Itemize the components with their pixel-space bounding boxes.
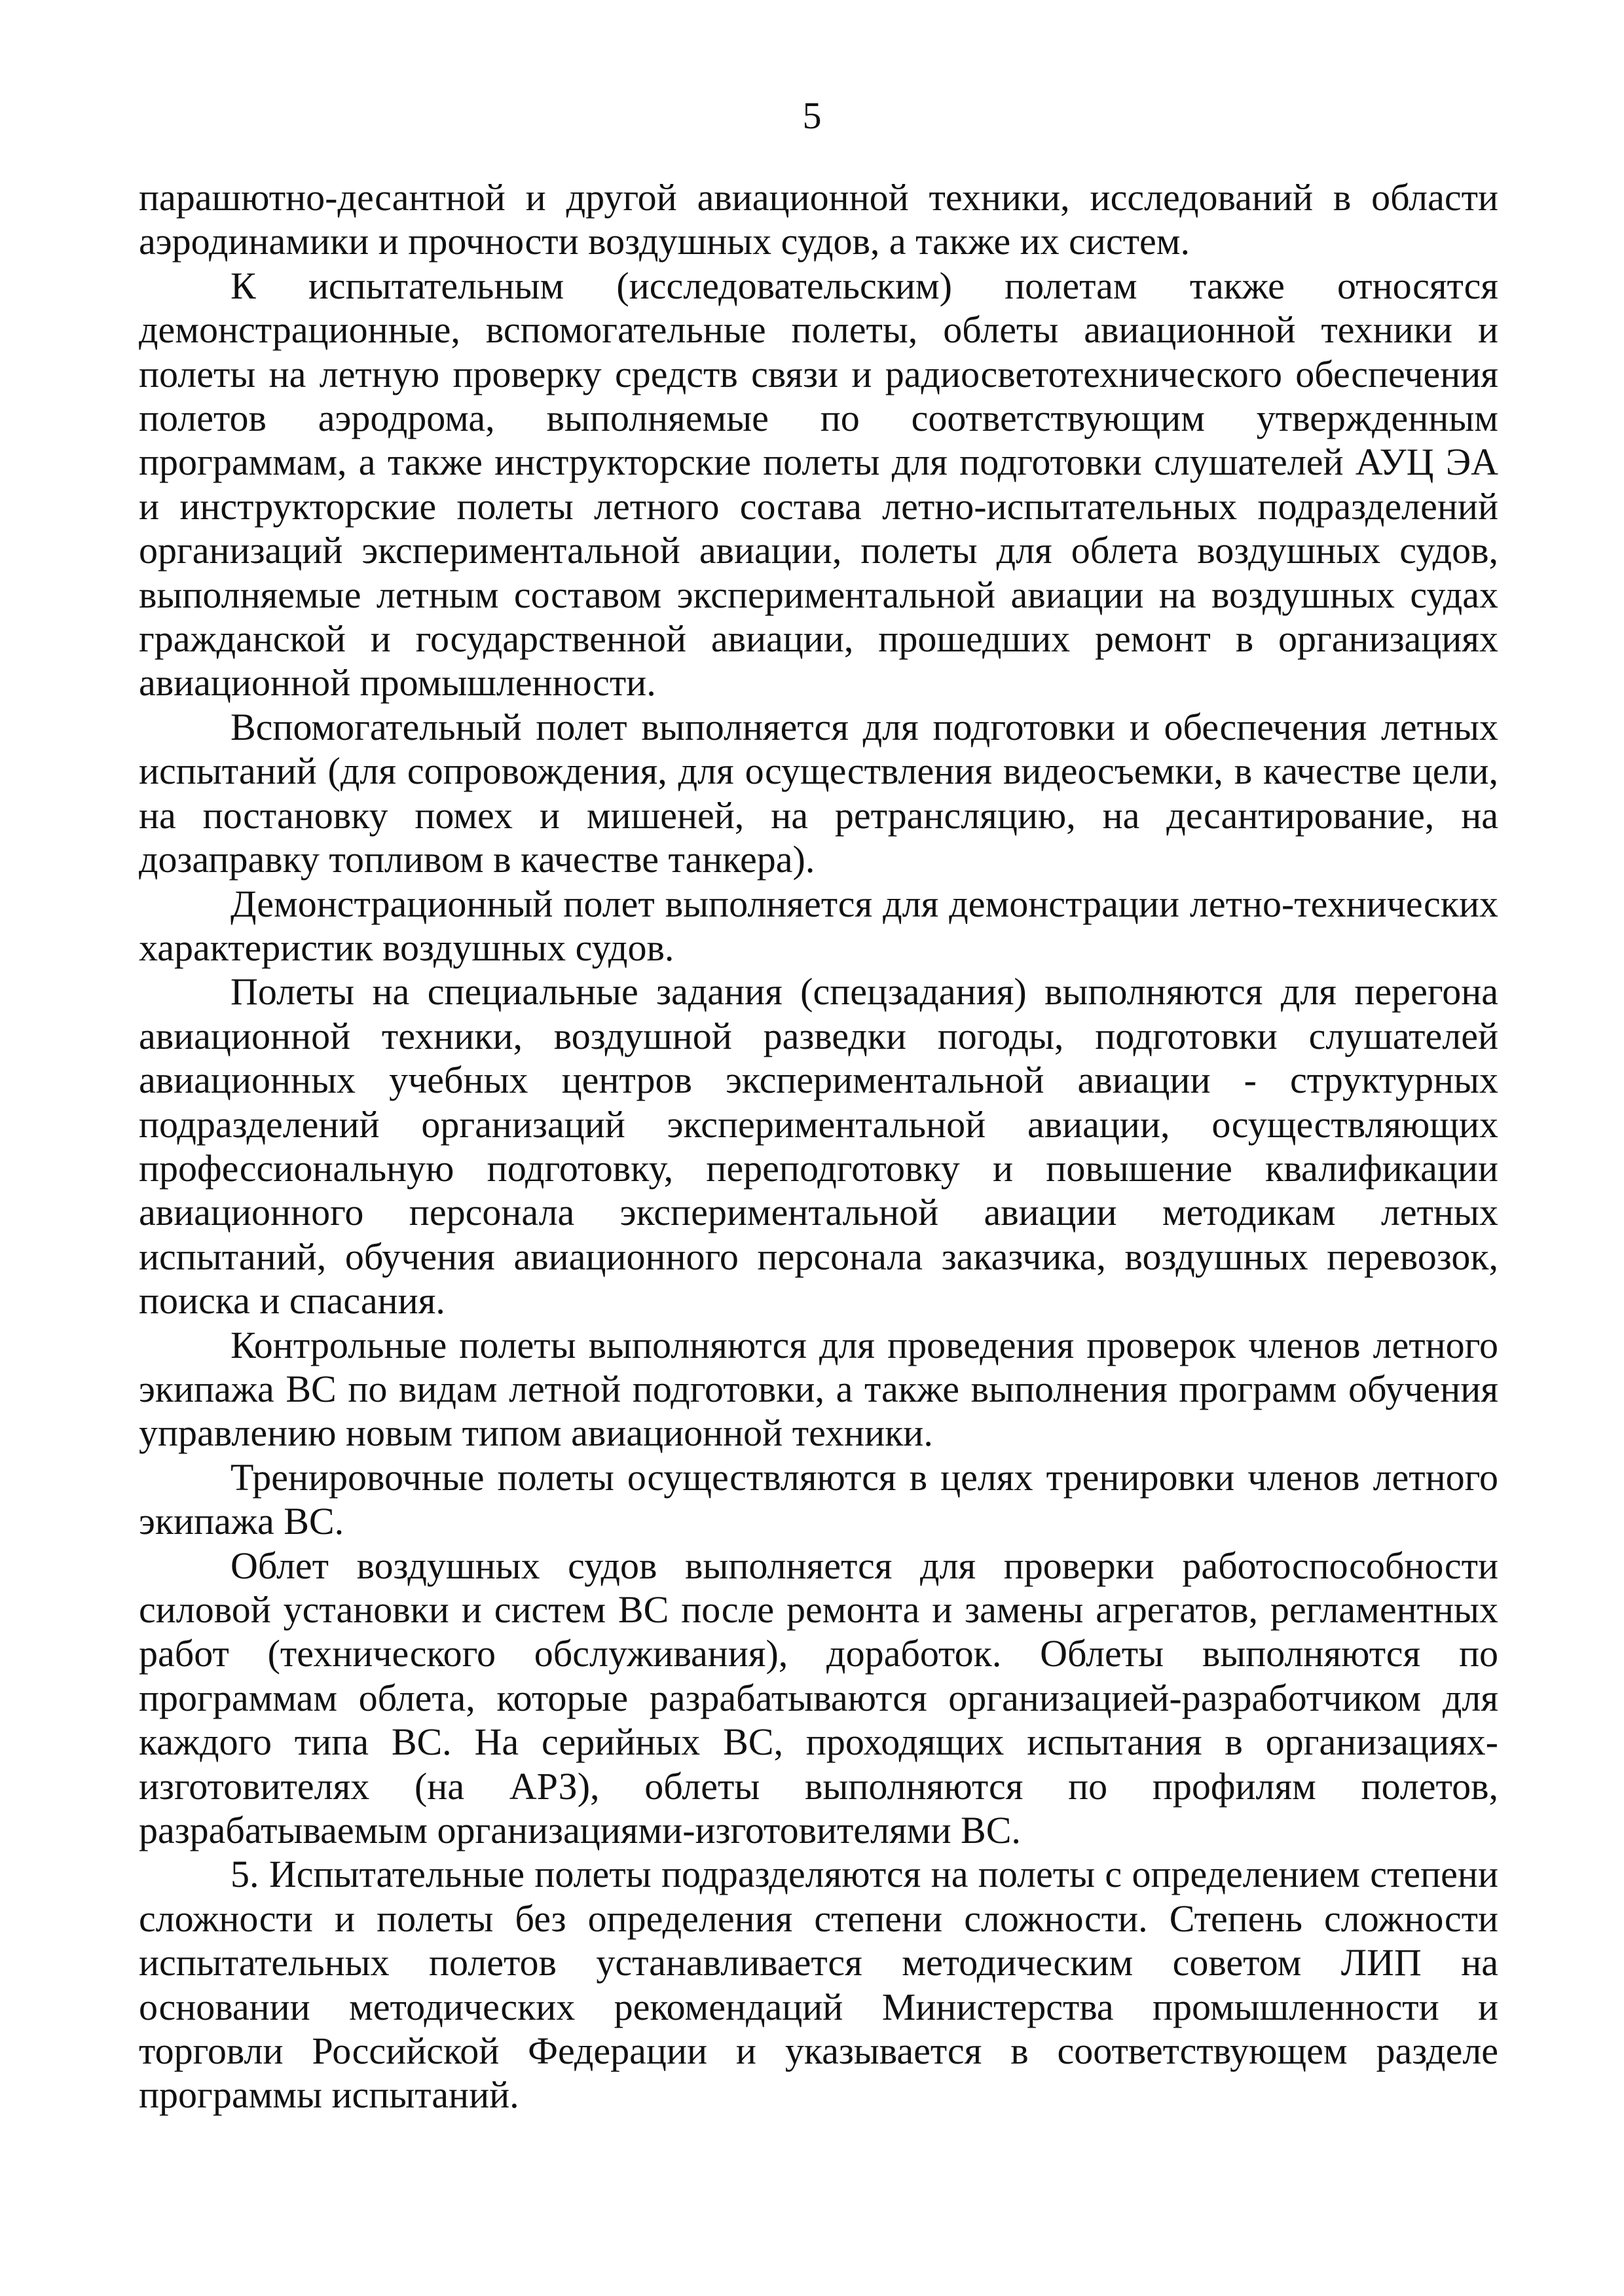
paragraph-aircraft-flyover: Облет воздушных судов выполняется для проверки работоспособности силовой установки и систем ВС после ремонта и замены агрегатов, регламентных работ (технического обслуживания), доработок. Облеты выполняются по программам облета, которые разрабатываются организацией-разработчиком для каждого типа ВС. На серийных ВС, проходящих испытания в организациях-изготовителях (на АРЗ), облеты выполняются по профилям полетов, разрабатываемым организациями-изготовителями ВС. <box>139 1544 1498 1852</box>
paragraph-training-flights: Тренировочные полеты осуществляются в целях тренировки членов летного экипажа ВС. <box>139 1455 1498 1543</box>
paragraph-special-tasks: Полеты на специальные задания (спецзадания) выполняются для перегона авиационной техники, воздушной разведки погоды, подготовки слушателей авиационных учебных центров экспериментальной авиации - структурных подразделений организаций экспериментальной авиации, осуществляющих профессиональную подготовку, переподготовку и повышение квалификации авиационного персонала экспериментальной авиации методикам летных испытаний, обучения авиационного персонала заказчика, воздушных перевозок, поиска и спасания. <box>139 970 1498 1322</box>
paragraph-continuation: парашютно-десантной и другой авиационной техники, исследований в области аэродинамики и прочности воздушных судов, а также их систем. <box>139 176 1498 263</box>
paragraph-demonstration-flight: Демонстрационный полет выполняется для демонстрации летно-технических характеристик воздушных судов. <box>139 882 1498 969</box>
paragraph-auxiliary-flight: Вспомогательный полет выполняется для подготовки и обеспечения летных испытаний (для сопровождения, для осуществления видеосъемки, в качестве цели, на постановку помех и мишеней, на ретрансляцию, на десантирование, на дозаправку топливом в качестве танкера). <box>139 705 1498 881</box>
paragraph-control-flights: Контрольные полеты выполняются для проведения проверок членов летного экипажа ВС по видам летной подготовки, а также выполнения программ обучения управлению новым типом авиационной техники. <box>139 1323 1498 1455</box>
paragraph-test-flights-scope: К испытательным (исследовательским) полетам также относятся демонстрационные, вспомогательные полеты, облеты авиационной техники и полеты на летную проверку средств связи и радиосветотехнического обеспечения полетов аэродрома, выполняемые по соответствующим утвержденным программам, а также инструкторские полеты для подготовки слушателей АУЦ ЭА и инструкторские полеты летного состава летно-испытательных подразделений организаций экспериментальной авиации, полеты для облета воздушных судов, выполняемые летным составом экспериментальной авиации на воздушных судах гражданской и государственной авиации, прошедших ремонт в организациях авиационной промышленности. <box>139 264 1498 704</box>
body-text <box>139 175 1498 2117</box>
paragraph-item-5: 5. Испытательные полеты подразделяются на полеты с определением степени сложности и полеты без определения степени сложности. Степень сложности испытательных полетов устанавливается методическим советом ЛИП на основании методических рекомендаций Министерства промышленности и торговли Российской Федерации и указывается в соответствующем разделе программы испытаний. <box>139 1853 1498 2117</box>
page-number: 5 <box>802 94 822 137</box>
